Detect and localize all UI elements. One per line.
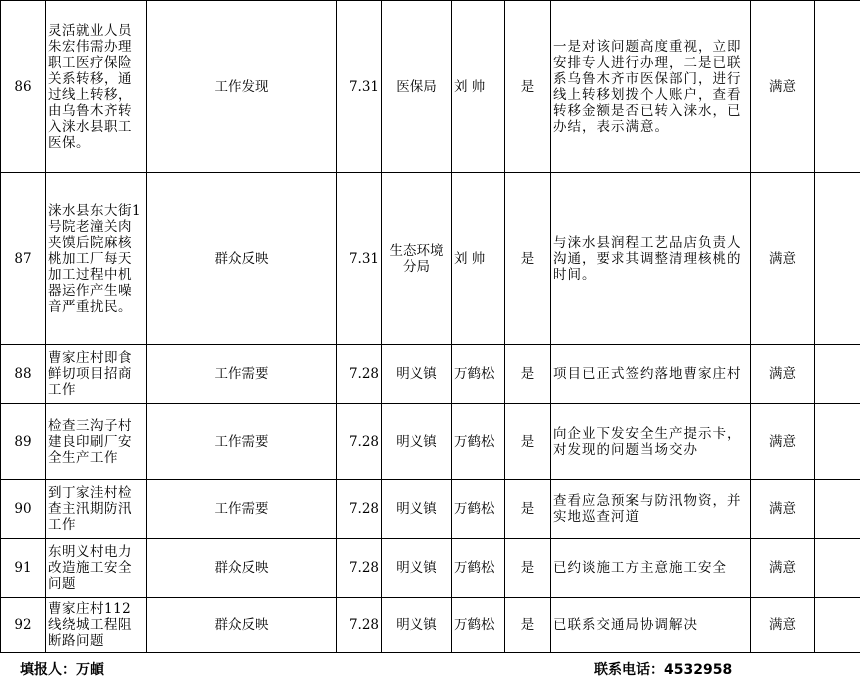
filler-name: 填报人：万頔 bbox=[20, 662, 104, 678]
satisfaction-cell: 满意 bbox=[751, 404, 815, 480]
satisfaction-cell: 满意 bbox=[751, 1, 815, 173]
completed-flag-cell: 是 bbox=[505, 598, 551, 653]
unit-cell: 明义镇 bbox=[382, 480, 452, 539]
empty-cell bbox=[815, 404, 860, 480]
result-cell: 与涞水县润程工艺品店负责人沟通，要求其调整清理核桃的时间。 bbox=[551, 173, 751, 345]
unit-cell: 明义镇 bbox=[382, 539, 452, 598]
unit-cell: 明义镇 bbox=[382, 404, 452, 480]
person-cell: 刘 帅 bbox=[452, 173, 505, 345]
person-cell: 万鹤松 bbox=[452, 404, 505, 480]
person-cell: 刘 帅 bbox=[452, 1, 505, 173]
source-cell: 群众反映 bbox=[147, 598, 337, 653]
table-row bbox=[1, 173, 860, 345]
unit-cell: 生态环境分局 bbox=[382, 173, 452, 345]
source-cell: 工作需要 bbox=[147, 480, 337, 539]
completed-flag-cell: 是 bbox=[505, 1, 551, 173]
matter-cell: 曹家庄村112线绕城工程阻断路问题 bbox=[46, 598, 147, 653]
completed-flag-cell: 是 bbox=[505, 480, 551, 539]
empty-cell bbox=[815, 480, 860, 539]
completed-flag-cell: 是 bbox=[505, 345, 551, 404]
person-cell: 万鹤松 bbox=[452, 598, 505, 653]
contact-phone: 联系电话：4532958 bbox=[594, 662, 733, 678]
satisfaction-cell: 满意 bbox=[751, 345, 815, 404]
source-cell: 工作需要 bbox=[147, 404, 337, 480]
date-cell: 7.31 bbox=[337, 1, 382, 173]
person-cell: 万鹤松 bbox=[452, 539, 505, 598]
unit-cell: 明义镇 bbox=[382, 598, 452, 653]
satisfaction-cell: 满意 bbox=[751, 598, 815, 653]
row-number: 92 bbox=[1, 598, 46, 653]
person-cell: 万鹤松 bbox=[452, 480, 505, 539]
row-number: 90 bbox=[1, 480, 46, 539]
matter-cell: 到丁家洼村检查主汛期防汛工作 bbox=[46, 480, 147, 539]
row-number: 91 bbox=[1, 539, 46, 598]
result-cell: 已约谈施工方主意施工安全 bbox=[551, 539, 751, 598]
matter-cell: 东明义村电力改造施工安全问题 bbox=[46, 539, 147, 598]
row-number: 88 bbox=[1, 345, 46, 404]
completed-flag-cell: 是 bbox=[505, 173, 551, 345]
satisfaction-cell: 满意 bbox=[751, 539, 815, 598]
row-number: 89 bbox=[1, 404, 46, 480]
matter-cell: 检查三沟子村建良印刷厂安全生产工作 bbox=[46, 404, 147, 480]
satisfaction-cell: 满意 bbox=[751, 480, 815, 539]
completed-flag-cell: 是 bbox=[505, 539, 551, 598]
empty-cell bbox=[815, 598, 860, 653]
source-cell: 工作需要 bbox=[147, 345, 337, 404]
row-number: 86 bbox=[1, 1, 46, 173]
table-row bbox=[1, 480, 860, 539]
completed-flag-cell: 是 bbox=[505, 404, 551, 480]
empty-cell bbox=[815, 539, 860, 598]
satisfaction-cell: 满意 bbox=[751, 173, 815, 345]
date-cell: 7.28 bbox=[337, 539, 382, 598]
source-cell: 群众反映 bbox=[147, 173, 337, 345]
empty-cell bbox=[815, 1, 860, 173]
date-cell: 7.28 bbox=[337, 480, 382, 539]
date-cell: 7.28 bbox=[337, 598, 382, 653]
table-row bbox=[1, 1, 860, 173]
empty-cell bbox=[815, 173, 860, 345]
date-cell: 7.28 bbox=[337, 404, 382, 480]
unit-cell: 医保局 bbox=[382, 1, 452, 173]
matter-cell: 涞水县东大街1号院老潼关肉夹馍后院麻核桃加工厂每天加工过程中机器运作产生噪音严重扰民。 bbox=[46, 173, 147, 345]
unit-cell: 明义镇 bbox=[382, 345, 452, 404]
date-cell: 7.28 bbox=[337, 345, 382, 404]
table-row bbox=[1, 404, 860, 480]
result-cell: 已联系交通局协调解决 bbox=[551, 598, 751, 653]
table-body bbox=[1, 1, 860, 653]
matter-cell: 灵活就业人员朱宏伟需办理职工医疗保险关系转移，通过线上转移，由乌鲁木齐转入涞水县职工医保。 bbox=[46, 1, 147, 173]
form-footer bbox=[0, 652, 860, 680]
matter-cell: 曹家庄村即食鲜切项目招商工作 bbox=[46, 345, 147, 404]
table-row bbox=[1, 539, 860, 598]
table-row bbox=[1, 345, 860, 404]
empty-cell bbox=[815, 345, 860, 404]
table-row bbox=[1, 598, 860, 653]
person-cell: 万鹤松 bbox=[452, 345, 505, 404]
source-cell: 群众反映 bbox=[147, 539, 337, 598]
result-cell: 一是对该问题高度重视，立即安排专人进行办理，二是已联系乌鲁木齐市医保部门，进行线上转移划拨个人账户，查看转移金额是否已转入涞水，已办结，表示满意。 bbox=[551, 1, 751, 173]
result-cell: 向企业下发安全生产提示卡，对发现的问题当场交办 bbox=[551, 404, 751, 480]
source-cell: 工作发现 bbox=[147, 1, 337, 173]
date-cell: 7.31 bbox=[337, 173, 382, 345]
result-cell: 查看应急预案与防汛物资，并实地巡查河道 bbox=[551, 480, 751, 539]
row-number: 87 bbox=[1, 173, 46, 345]
result-cell: 项目已正式签约落地曹家庄村 bbox=[551, 345, 751, 404]
